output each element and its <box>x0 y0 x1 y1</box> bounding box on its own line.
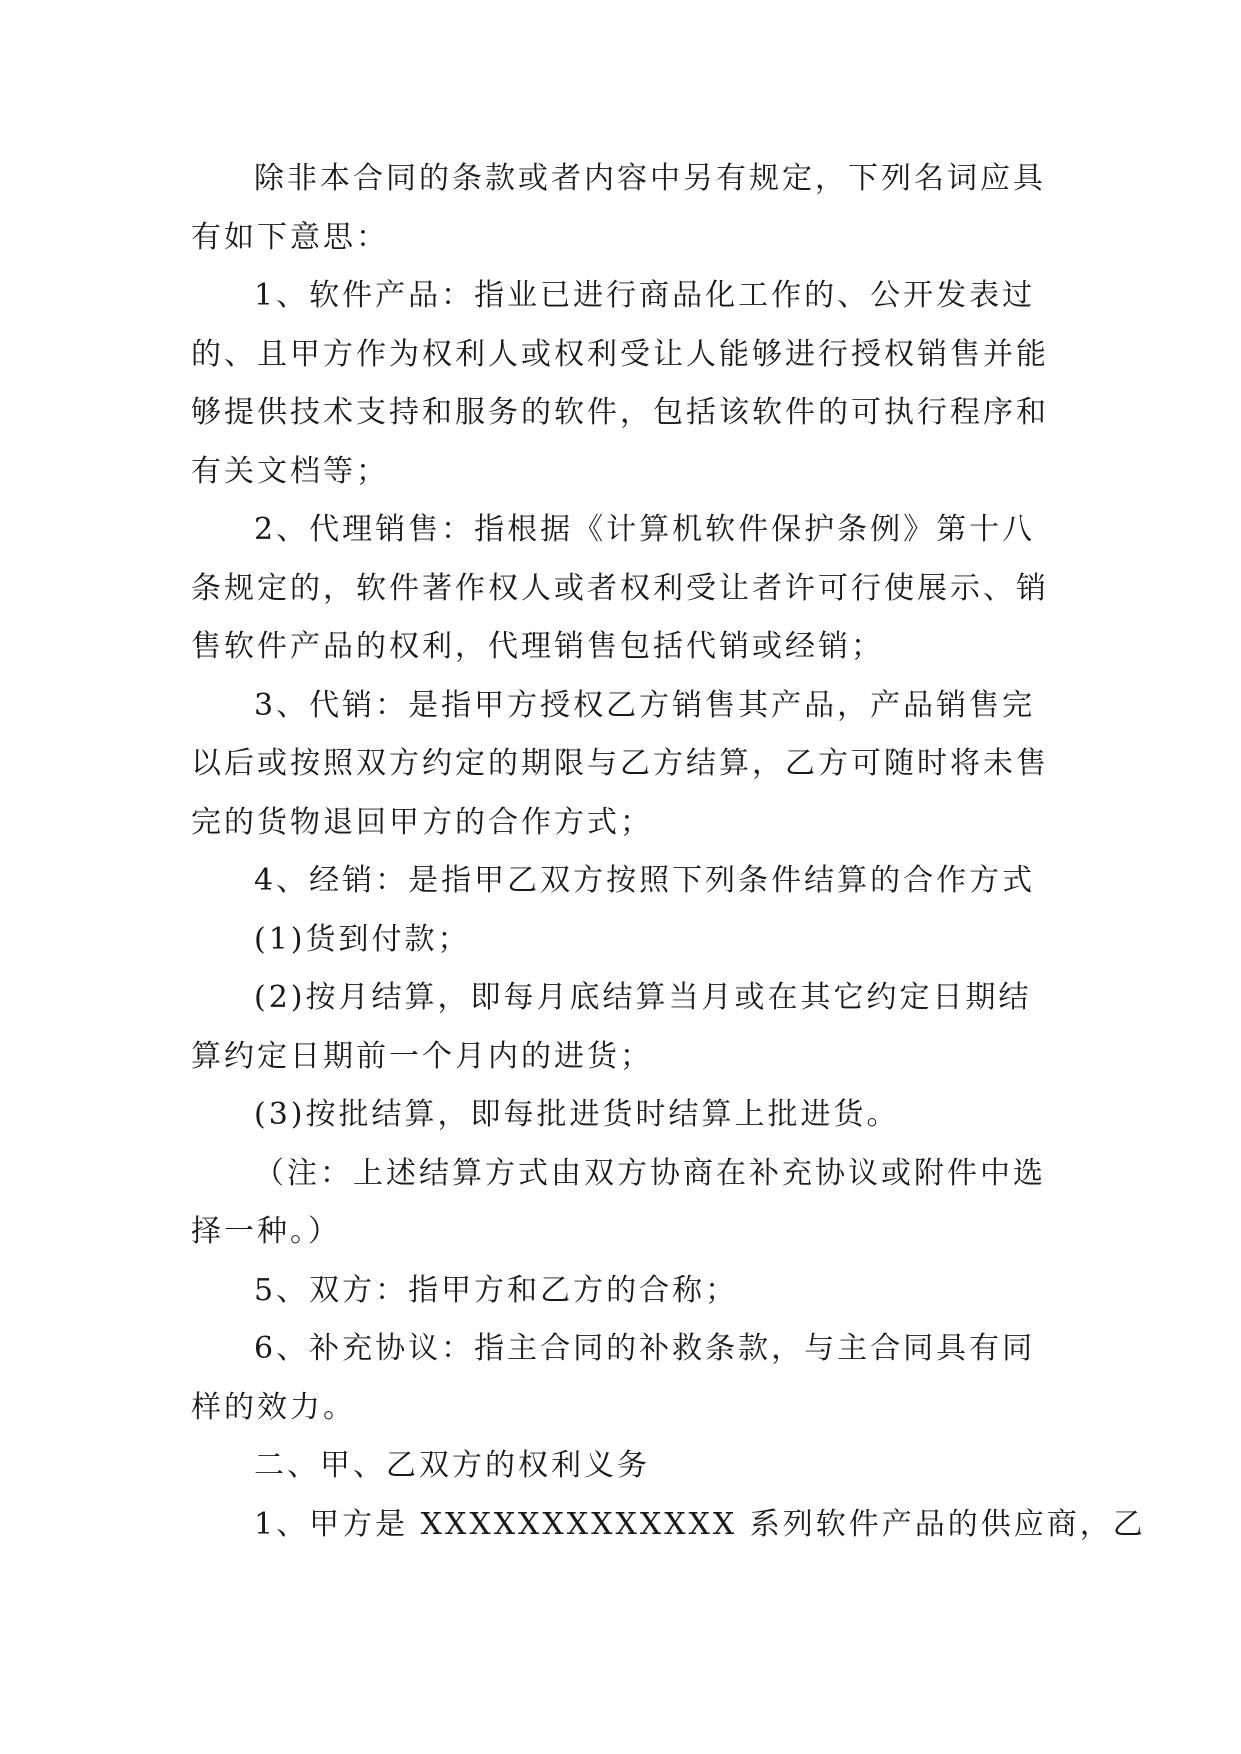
paragraph-line: (2)按月结算，即每月底结算当月或在其它约定日期结 <box>254 980 1032 1015</box>
paragraph-line: 完的货物退回甲方的合作方式； <box>191 804 653 840</box>
paragraph-line: 以后或按照双方约定的期限与乙方结算，乙方可随时将未售 <box>191 746 1049 781</box>
paragraph-line: 1、甲方是 XXXXXXXXXXXXX 系列软件产品的供应商，乙 <box>254 1506 1146 1542</box>
paragraph-line: 有如下意思： <box>191 219 389 255</box>
paragraph-line: （注：上述结算方式由双方协商在补充协议或附件中选 <box>254 1155 1046 1191</box>
paragraph-line: 6、补充协议：指主合同的补救条款，与主合同具有同 <box>254 1331 1036 1366</box>
paragraph-line: 1、软件产品：指业已进行商品化工作的、公开发表过 <box>254 278 1036 313</box>
paragraph-line: (1)货到付款； <box>254 921 471 957</box>
paragraph-line: 择一种。） <box>191 1214 341 1249</box>
paragraph-line: 4、经销：是指甲乙双方按照下列条件结算的合作方式 <box>254 863 1036 898</box>
paragraph-line: 售软件产品的权利，代理销售包括代销或经销； <box>191 629 884 664</box>
paragraph-line: 算约定日期前一个月内的进货； <box>191 1038 653 1074</box>
paragraph-line: 的、且甲方作为权利人或权利受让人能够进行授权销售并能 <box>191 336 1049 372</box>
paragraph-line: (3)按批结算，即每批进货时结算上批进货。 <box>254 1097 900 1132</box>
paragraph-line: 够提供技术支持和服务的软件，包括该软件的可执行程序和 <box>191 395 1049 430</box>
paragraph-line: 2、代理销售：指根据《计算机软件保护条例》第十八 <box>254 512 1036 547</box>
document-body <box>191 150 1146 1554</box>
paragraph-line: 有关文档等； <box>191 453 389 489</box>
paragraph-line: 样的效力。 <box>191 1389 356 1425</box>
section-heading: 二、甲、乙双方的权利义务 <box>254 1448 650 1483</box>
paragraph-line: 5、双方：指甲方和乙方的合称； <box>254 1272 739 1308</box>
paragraph-line: 3、代销：是指甲方授权乙方销售其产品，产品销售完 <box>254 687 1036 723</box>
paragraph-line: 条规定的，软件著作权人或者权利受让者许可行使展示、销 <box>191 570 1049 606</box>
paragraph-line: 除非本合同的条款或者内容中另有规定，下列名词应具 <box>254 161 1046 196</box>
